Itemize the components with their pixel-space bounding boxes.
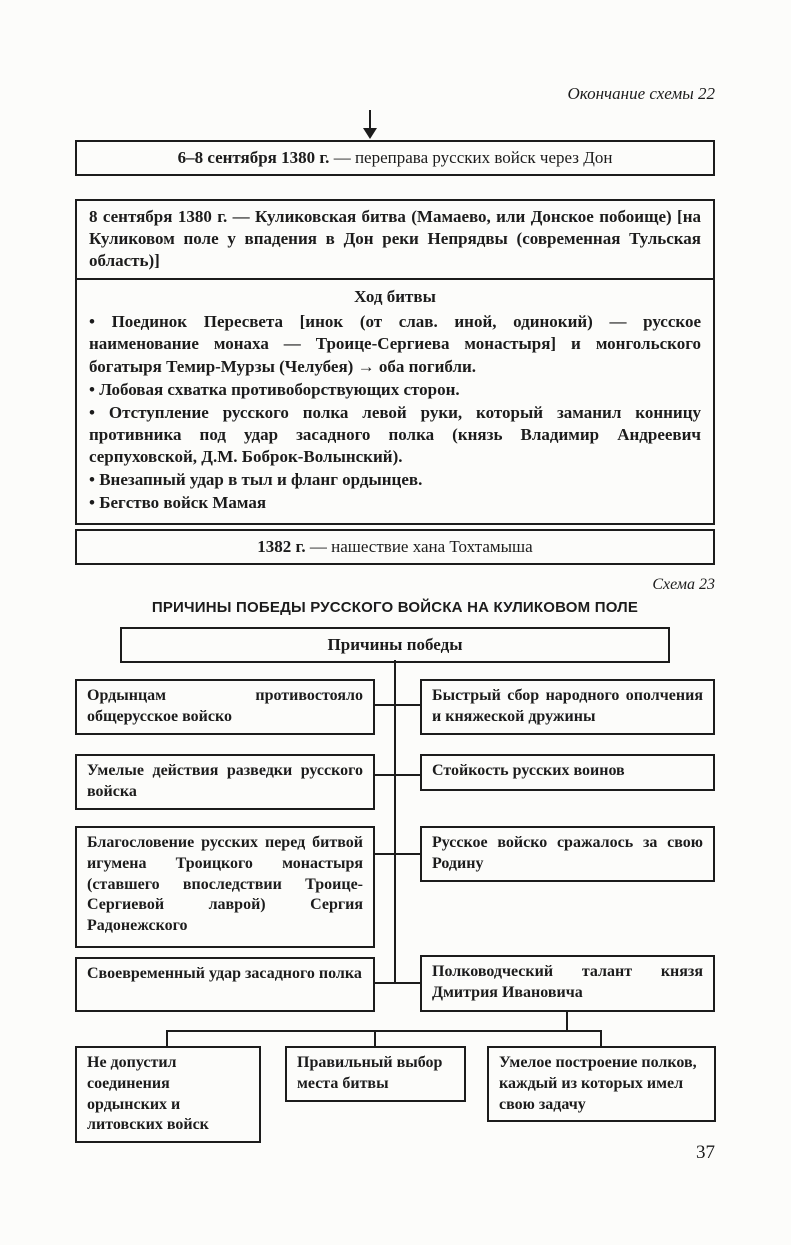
connector-talent-feed [566, 1012, 568, 1031]
scheme23-number-label: Схема 23 [652, 576, 715, 593]
reason-steadfastness: Стойкость русских воинов [420, 754, 715, 791]
talent-formation: Умелое построение полков, каждый из которых имел свою задачу [487, 1046, 716, 1122]
don-crossing-text [178, 147, 613, 169]
battle-bullet-frontal-clash: • Лобовая схватка противоборствующих сторон. [89, 379, 701, 401]
scheme22-box-tokhtamysh [75, 529, 715, 565]
connector-drop-middle [374, 1030, 376, 1047]
reason-blessing: Благословение русских перед битвой игумена Троицкого монастыря (ставшего впоследствии Троице-Сергиевой лаврой) Сергия Радонежского [75, 826, 375, 948]
talent-no-junction: Не допустил соединения ордынских и литовских войск [75, 1046, 261, 1143]
connector-central-trunk [394, 660, 396, 984]
down-arrow-line [369, 110, 371, 129]
battle-header-text: 8 сентября 1380 г. — Куликовская битва (Мамаево, или Донское побоище) [на Куликовом поле у впадения в Дон реки Непрядвы (современная Тульская область)] [77, 201, 713, 280]
page-number: 37 [696, 1142, 715, 1163]
battle-bullet-mamai-flight: • Бегство войск Мамая [89, 492, 701, 514]
scheme23-title: ПРИЧИНЫ ПОБЕДЫ РУССКОГО ВОЙСКА НА КУЛИКОВОМ ПОЛЕ [151, 599, 639, 616]
scheme23-root-box: Причины победы [120, 627, 670, 663]
scheme22-continuation-label: Окончание схемы 22 [567, 84, 715, 103]
tokhtamysh-date: 1382 г. [257, 537, 306, 556]
reason-ambush-strike: Своевременный удар засадного полка [75, 957, 375, 1012]
reason-fast-muster: Быстрый сбор народного ополчения и княжеской дружины [420, 679, 715, 735]
connector-drop-left [166, 1030, 168, 1047]
battle-course-section [77, 280, 713, 523]
down-arrow-icon [363, 128, 377, 139]
reason-united-army: Ордынцам противостояло общерусское войско [75, 679, 375, 735]
scheme22-box-kulikovo-battle [75, 199, 715, 525]
don-crossing-date: 6–8 сентября 1380 г. [177, 148, 330, 167]
reason-dmitry-talent: Полководческий талант князя Дмитрия Ивановича [420, 955, 715, 1012]
connector-drop-right [600, 1030, 602, 1047]
connector-row1 [375, 704, 420, 706]
talent-battlefield-choice: Правильный выбор места битвы [285, 1046, 466, 1102]
tokhtamysh-label: — нашествие хана Тохтамыша [305, 537, 533, 556]
connector-row4 [375, 982, 420, 984]
connector-bottom-bus [166, 1030, 602, 1032]
tokhtamysh-text [257, 536, 532, 558]
battle-bullet-retreat: • Отступление русского полка левой руки, который заманил конницу противника под удар засадного полка (князь Владимир Андреевич серпуховской, Д.М. Боброк-Волынский). [89, 402, 701, 468]
connector-row3 [375, 853, 420, 855]
battle-bullet-flank-strike: • Внезапный удар в тыл и фланг ордынцев. [89, 469, 701, 491]
reason-motherland: Русское войско сражалось за свою Родину [420, 826, 715, 882]
scheme22-box-don-crossing [75, 140, 715, 176]
connector-row2 [375, 774, 420, 776]
battle-bullet-duel: • Поединок Пересвета [инок (от слав. иной, одинокий) — русское наименование монаха — Троице-Сергиева монастыря] и монгольского богатыря Темир-Мурзы (Челубея) → оба погибли. [89, 311, 701, 377]
don-crossing-label: — переправа русских войск через Дон [329, 148, 613, 167]
reason-reconnaissance: Умелые действия разведки русского войска [75, 754, 375, 810]
battle-course-title: Ход битвы [354, 287, 436, 307]
